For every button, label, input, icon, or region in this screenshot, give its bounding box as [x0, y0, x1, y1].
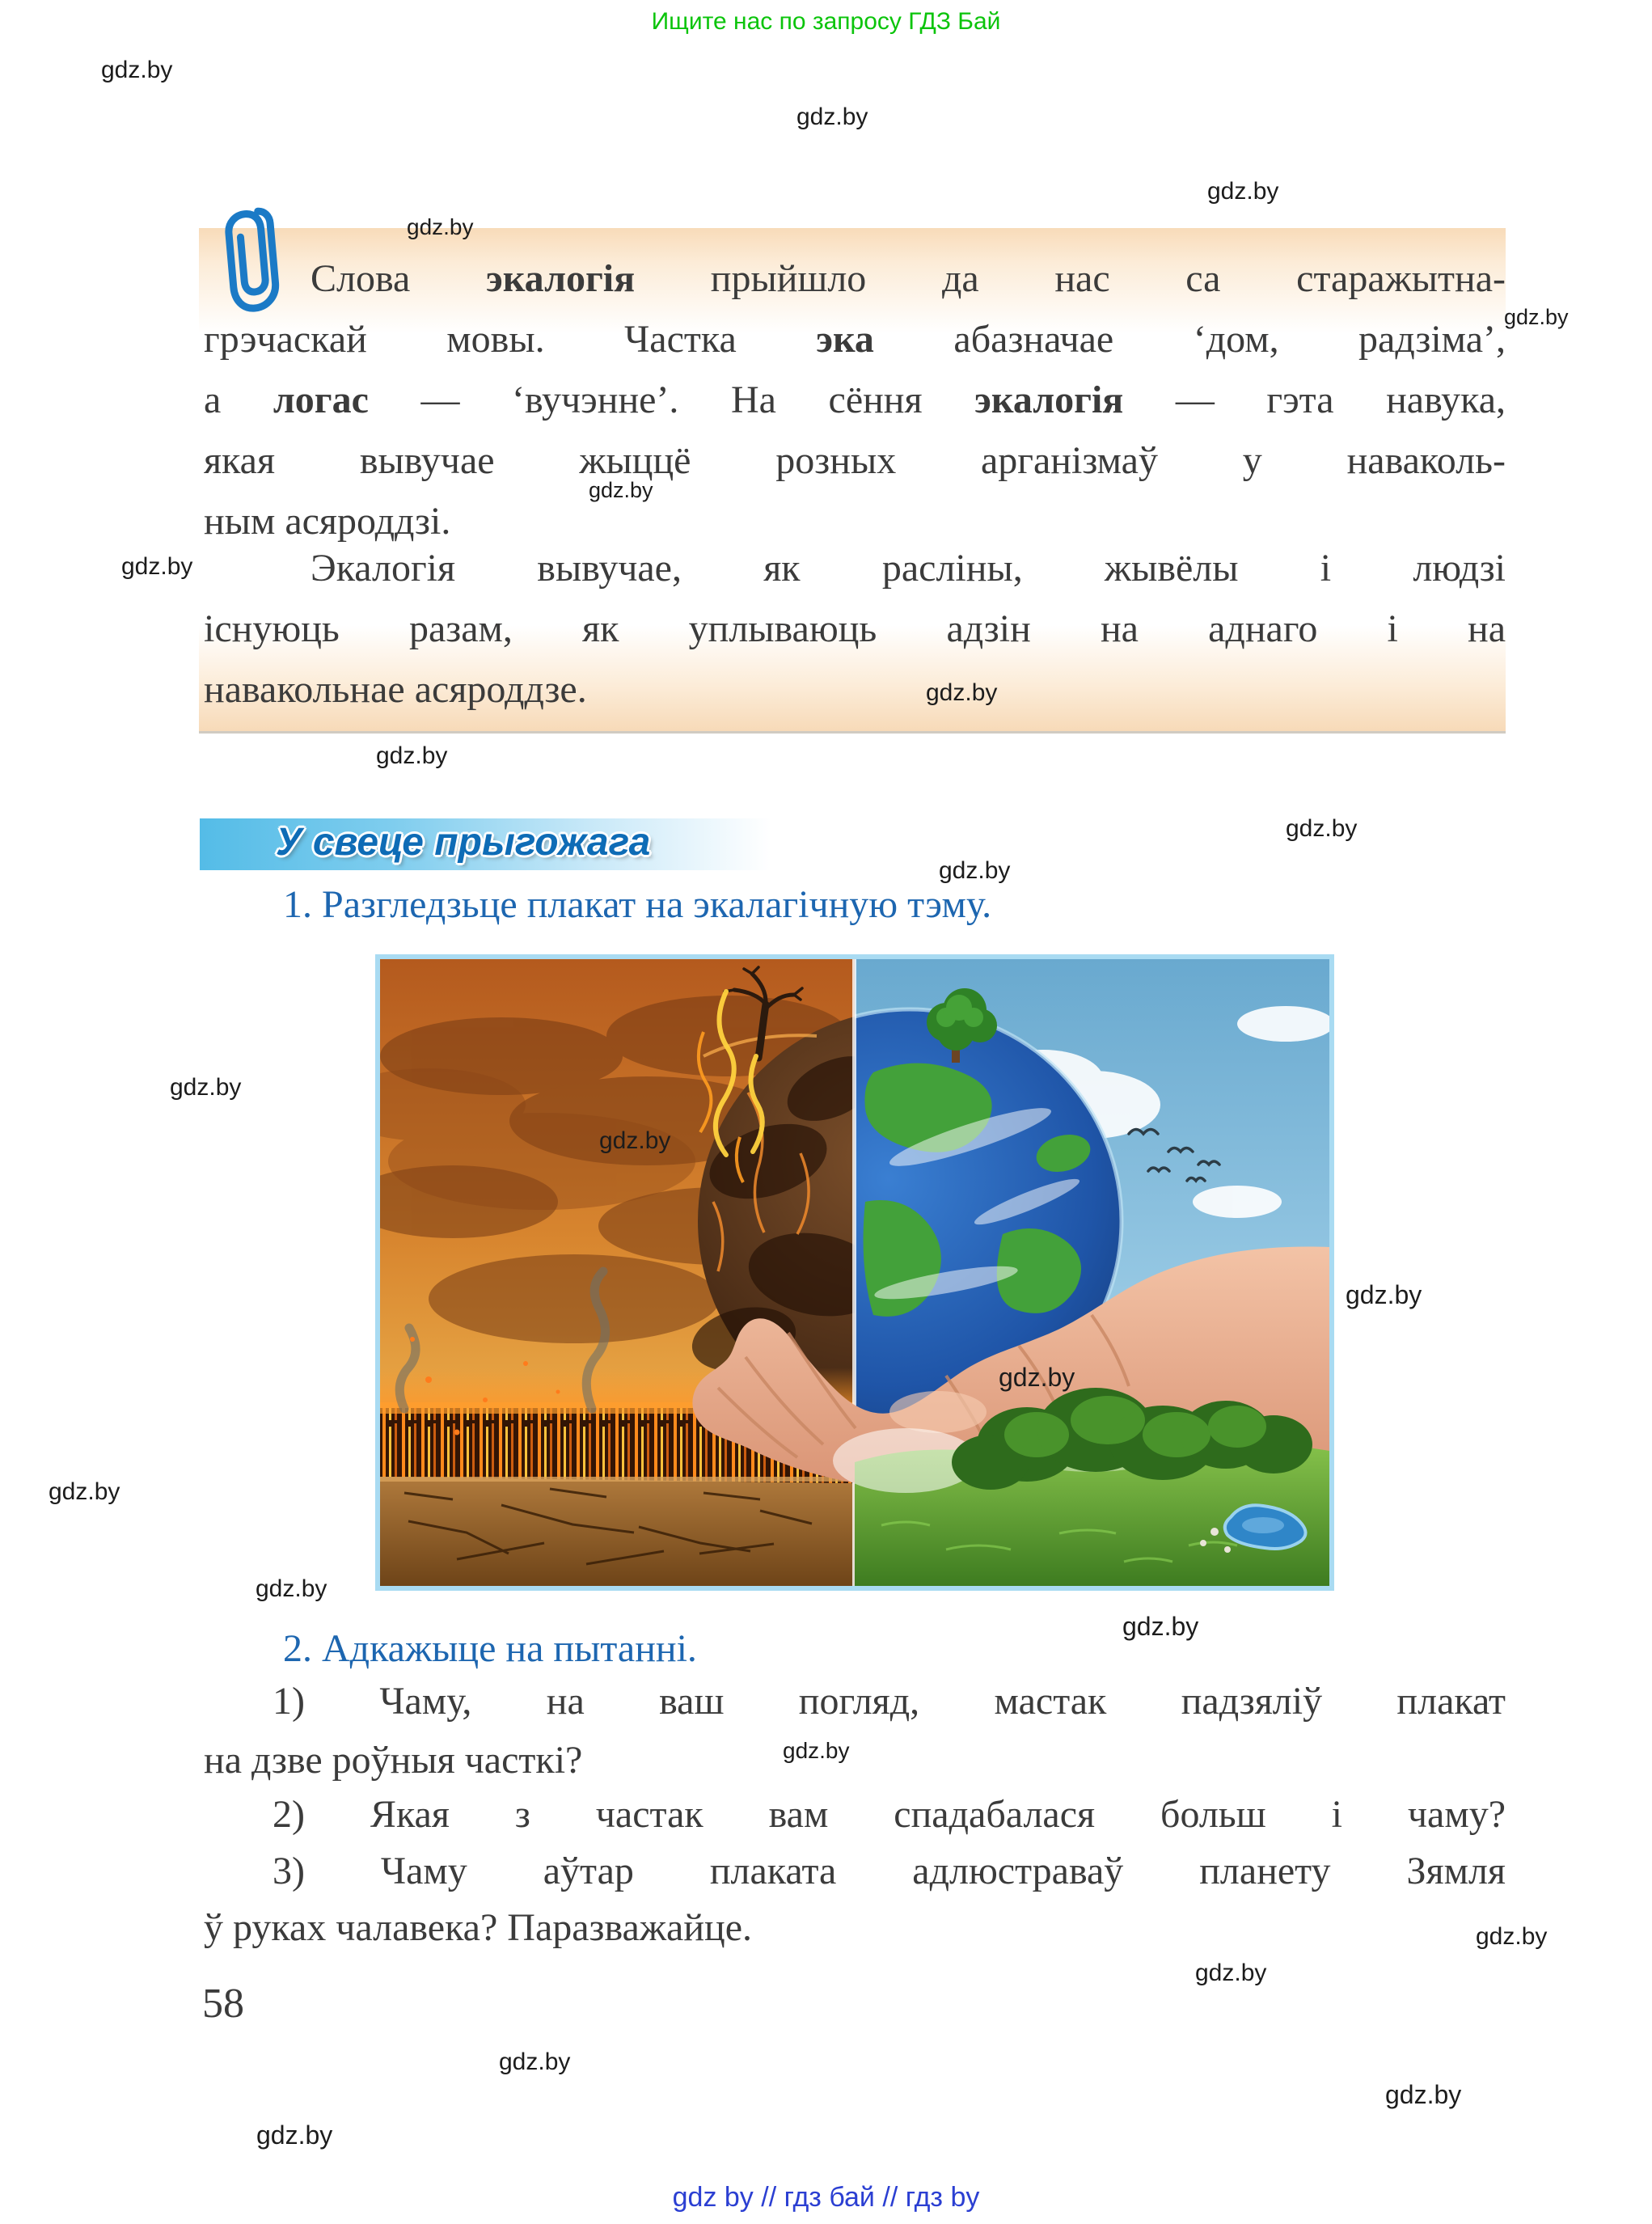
definition-line: навакольнае асяроддзе. — [204, 668, 587, 711]
watermark: gdz.by — [999, 1363, 1075, 1392]
definition-line: якая вывучае жыццё розных арганізмаў у наваколь- — [204, 439, 1506, 482]
footer-links[interactable]: gdz by // гдз бай // гдз by — [672, 2182, 980, 2213]
watermark: gdz.by — [376, 742, 448, 769]
watermark: gdz.by — [1346, 1280, 1422, 1309]
watermark: gdz.by — [101, 57, 173, 83]
question-1-line-2: на дзве роўныя часткі? — [204, 1739, 583, 1782]
watermark: gdz.by — [589, 478, 653, 502]
watermark: gdz.by — [926, 679, 998, 706]
watermark: gdz.by — [1207, 178, 1279, 205]
question-3-line-1: 3) Чаму аўтар плаката адлюстраваў планету Зямля — [273, 1850, 1506, 1892]
watermark: gdz.by — [783, 1738, 850, 1763]
watermark: gdz.by — [796, 104, 868, 130]
definition-line: Экалогія вывучае, як расліны, жывёлы і людзі — [311, 547, 1506, 590]
section-title: У свеце прыгожага — [276, 821, 651, 864]
watermark: gdz.by — [499, 2049, 571, 2075]
task-2: 2. Адкажыце на пытанні. — [283, 1627, 697, 1670]
section-banner — [200, 818, 771, 870]
task-1: 1. Разгледзьце плакат на экалагічную тэму. — [283, 883, 992, 926]
question-1-line-1: 1) Чаму, на ваш погляд, мастак падзяліў плакат — [273, 1680, 1506, 1723]
definition-line: ным асяроддзі. — [204, 500, 451, 543]
watermark: gdz.by — [599, 1127, 671, 1154]
watermark: gdz.by — [256, 2120, 333, 2150]
site-search-hint: Ищите нас по запросу ГДЗ Бай — [651, 8, 1001, 35]
watermark: gdz.by — [49, 1478, 120, 1505]
ecology-poster-graphic — [380, 959, 1329, 1586]
definition-line: грэчаскай мовы. Частка эка абазначае ‘дом, радзіма’, — [204, 318, 1506, 361]
page-number: 58 — [202, 1981, 244, 2027]
question-2: 2) Якая з частак вам спадабалася больш і чаму? — [273, 1793, 1506, 1836]
watermark: gdz.by — [407, 214, 474, 239]
watermark: gdz.by — [256, 1575, 327, 1602]
ecology-poster — [375, 954, 1334, 1591]
watermark: gdz.by — [1476, 1923, 1548, 1950]
watermark: gdz.by — [1286, 815, 1358, 842]
watermark: gdz.by — [1504, 305, 1569, 329]
watermark: gdz.by — [1122, 1612, 1199, 1641]
definition-line: існуюць разам, як уплываюць адзін на аднаго і на — [204, 607, 1506, 650]
watermark: gdz.by — [939, 857, 1011, 884]
watermark: gdz.by — [1385, 2080, 1462, 2109]
watermark: gdz.by — [170, 1074, 242, 1101]
definition-line: Слова экалогія прыйшло да нас са старажытна- — [311, 257, 1506, 300]
watermark: gdz.by — [1195, 1960, 1267, 1986]
question-3-line-2: ў руках чалавека? Паразважайце. — [204, 1906, 752, 1949]
watermark: gdz.by — [121, 553, 193, 580]
definition-line: а логас — ‘вучэнне’. На сёння экалогія — гэта навука, — [204, 378, 1506, 421]
